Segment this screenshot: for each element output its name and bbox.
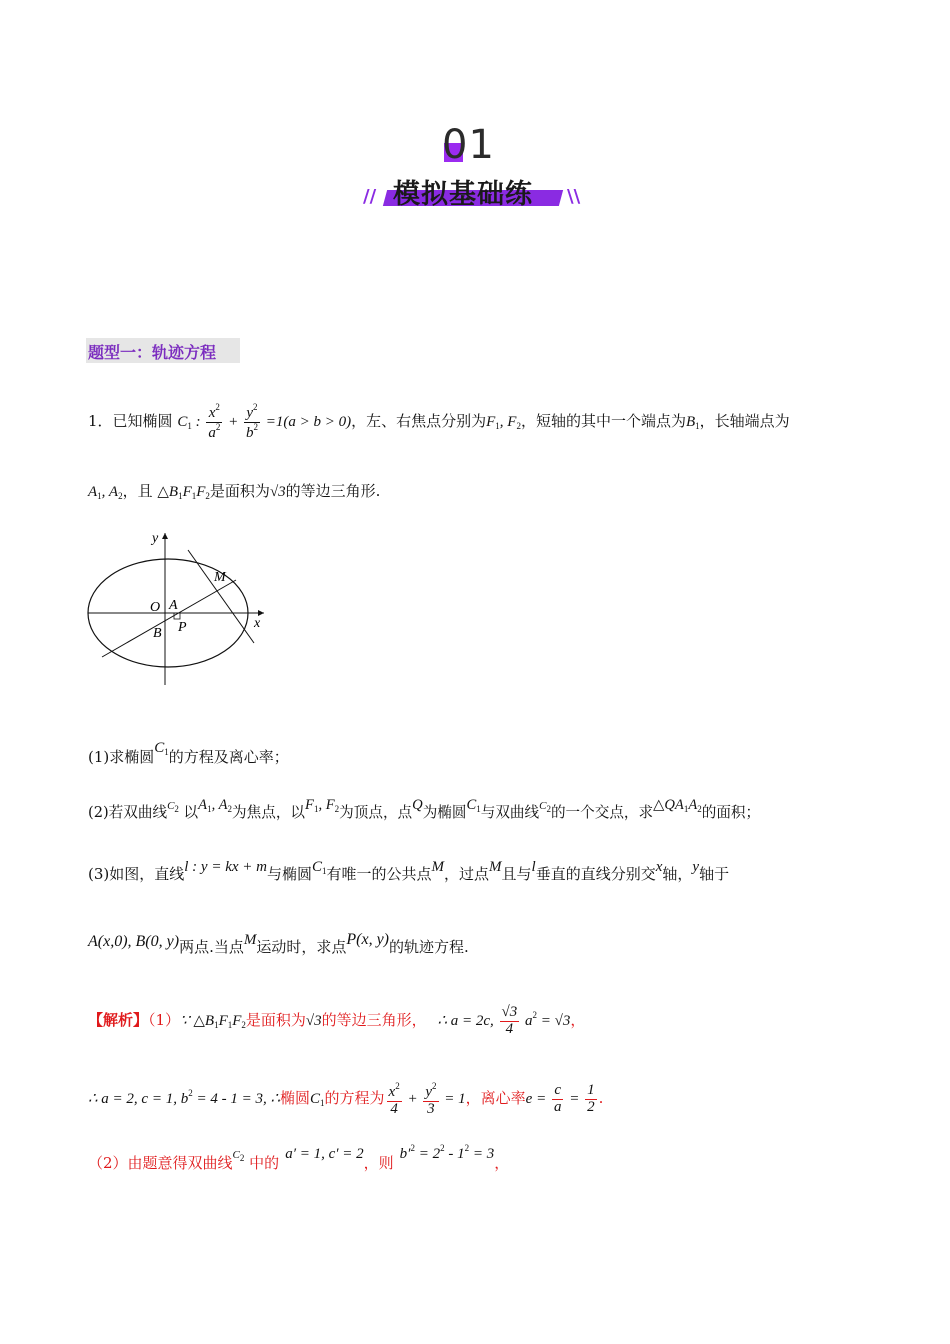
solution-line-3: （2）由题意得双曲线$^{C_2}$ 中的 a′ = 1, c′ = 2，则 $b'^2 = 2^2 - 1^2 = 3$， xyxy=(88,1143,510,1172)
perpendicular-line xyxy=(102,580,236,657)
question-1: (1)求椭圆$C_1$的方程及离心率； xyxy=(88,740,289,766)
left-slash-decoration: // xyxy=(363,186,377,207)
type-heading xyxy=(86,338,240,363)
label-A: A xyxy=(169,598,178,613)
type-heading-text: 题型一：轨迹方程 xyxy=(88,343,217,362)
ellipse-figure xyxy=(86,525,276,690)
solution-line-1: 【解析】（1）∵ $\triangle B_1F_1F_2$是面积为√3的等边三角形， ∴ a = 2c, $\frac{√3}{4}$ $a^2 = √3$， xyxy=(88,1004,586,1038)
label-B: B xyxy=(153,626,162,641)
question-3-cont: A(x,0), B(0, y)两点.当点M运动时，求点P(x, y)的轨迹方程. xyxy=(88,931,469,956)
math-ellipse-eq: $C_1$ : $\frac{x^2}{a^2}$ + $\frac{y^2}{b^2}$ =1(a > b > 0) xyxy=(177,402,352,442)
question-2: (2)若双曲线$^{C_2}$ 以$A_1$, $A_2$为焦点，以$F_1$, $F_2$为顶点，点Q为椭圆$C_1$与双曲线$^{C_2}$的一个交点，求$\triangle QA_1A_2$的面积； xyxy=(88,797,761,821)
solution-line-2: ∴ a = 2, c = 1, $b^2 = 4 - 1 = 3$, ∴椭圆$C_1$的方程为 $\frac{x^2}{4}$ + $\frac{y^2}{3}$ = 1，离心率e = $\frac{c}{a}$ = $\frac{1}{2}$ . xyxy=(88,1080,604,1117)
chapter-title: 模拟基础练 xyxy=(393,179,533,210)
label-x: x xyxy=(254,616,261,631)
problem-line-1: 1．已知椭圆 $C_1$ : $\frac{x^2}{a^2}$ + $\frac{y^2}{b^2}$ =1(a > b > 0)，左、右焦点分别为$F_1$, $F_2$，短轴的其中一个端点为$B_1$，长轴端点为 xyxy=(88,402,790,442)
chapter-number: 01 xyxy=(442,122,495,168)
label-M: M xyxy=(214,570,226,585)
label-P: P xyxy=(178,620,187,635)
label-O: O xyxy=(150,600,161,615)
label-y: y xyxy=(152,531,159,546)
question-3: (3)如图，直线l : y = kx + m与椭圆$C_1$有唯一的公共点M，过点M且与l垂直的直线分别交x轴，y轴于 xyxy=(88,859,730,883)
problem-line-2: $A_1$, $A_2$，且 $\triangle B_1F_1F_2$是面积为√3的等边三角形. xyxy=(88,482,381,501)
solution-tag: 【解析】 xyxy=(88,1011,149,1029)
right-slash-decoration: \\ xyxy=(567,186,581,207)
